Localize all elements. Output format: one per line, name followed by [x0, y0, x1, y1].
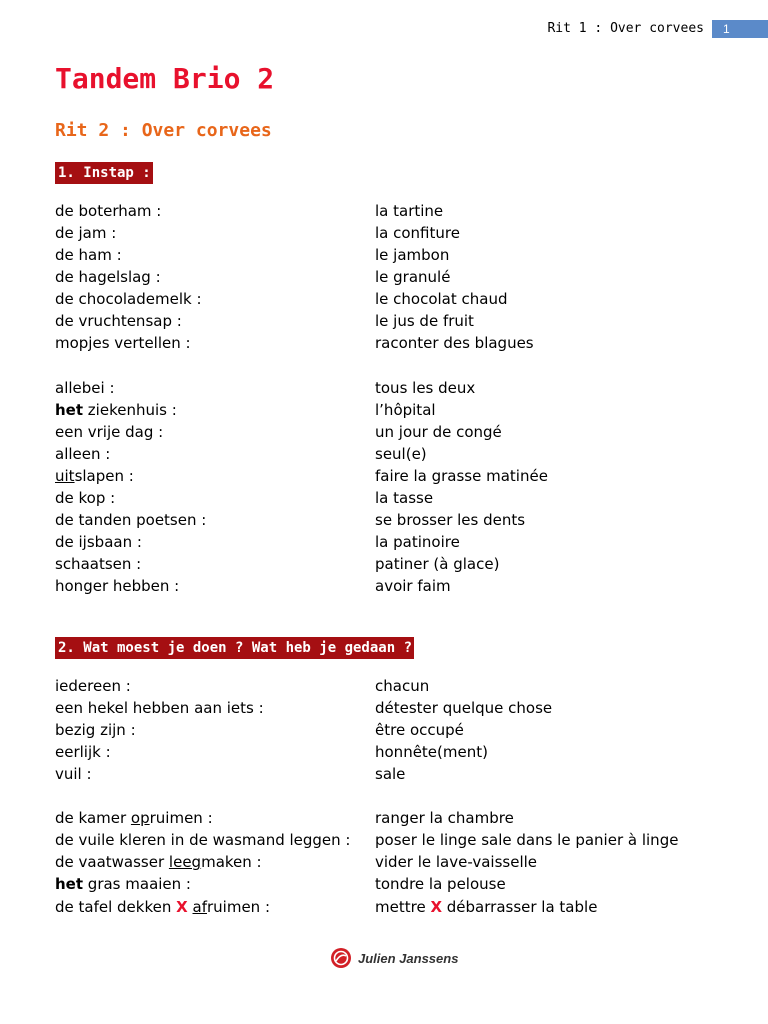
- vocab-row: [0, 487, 768, 509]
- dutch-term: [55, 399, 177, 421]
- vocab-row: [0, 807, 768, 829]
- dutch-term-rest: gras maaien :: [83, 875, 191, 893]
- vocab-row: [0, 741, 768, 763]
- dutch-term-start: de tafel dekken: [55, 898, 177, 916]
- dutch-term-rest: ruimen :: [149, 809, 213, 827]
- separable-prefix: af: [192, 898, 207, 916]
- french-translation: poser le linge sale dans le panier à linge: [375, 831, 679, 849]
- french-translation: honnête(ment): [375, 743, 488, 761]
- document-title: Tandem Brio 2: [55, 62, 275, 95]
- french-translation: détester quelque chose: [375, 699, 553, 717]
- dutch-term: honger hebben :: [55, 577, 180, 595]
- french-translation: [375, 896, 597, 918]
- dutch-term: iedereen :: [55, 677, 131, 695]
- vocab-row: [0, 421, 768, 443]
- french-translation: tous les deux: [375, 379, 476, 397]
- vocab-row: [0, 719, 768, 741]
- vocab-row: [0, 675, 768, 697]
- dutch-term: [55, 465, 134, 487]
- dutch-term: de vruchtensap :: [55, 312, 182, 330]
- dutch-term: de vuile kleren in de wasmand leggen :: [55, 831, 351, 849]
- french-translation: seul(e): [375, 445, 427, 463]
- vocab-row: [0, 553, 768, 575]
- french-translation: faire la grasse matinée: [375, 467, 548, 485]
- vocab-row: [0, 531, 768, 553]
- french-translation: le jus de fruit: [375, 312, 474, 330]
- dutch-term: de boterham :: [55, 202, 162, 220]
- separable-prefix: uit: [55, 467, 75, 485]
- french-translation: un jour de congé: [375, 423, 502, 441]
- section-heading-wat-moest-je-doen: 2. Wat moest je doen ? Wat heb je gedaan ?: [55, 637, 414, 659]
- contrast-mark: X: [430, 898, 443, 916]
- vocab-row: [0, 575, 768, 597]
- french-translation: le granulé: [375, 268, 451, 286]
- dutch-term: de ham :: [55, 246, 122, 264]
- dutch-term: de hagelslag :: [55, 268, 161, 286]
- french-translation: la tasse: [375, 489, 434, 507]
- dutch-term: allebei :: [55, 379, 115, 397]
- separable-prefix: op: [130, 809, 150, 827]
- page-number-badge: [712, 20, 768, 38]
- vocab-row: [0, 465, 768, 487]
- vocab-row: [0, 873, 768, 895]
- article-het: het: [55, 401, 84, 419]
- french-translation-rest: débarrasser la table: [442, 898, 598, 916]
- dutch-term: schaatsen :: [55, 555, 142, 573]
- french-translation: le jambon: [375, 246, 450, 264]
- french-translation: être occupé: [375, 721, 464, 739]
- author-name: Julien Janssens: [358, 950, 459, 966]
- dutch-term: een hekel hebben aan iets :: [55, 699, 264, 717]
- vocab-row: [0, 377, 768, 399]
- french-translation: la tartine: [375, 202, 444, 220]
- dutch-term-rest: ruimen :: [206, 898, 270, 916]
- dutch-term-rest: ziekenhuis :: [83, 401, 177, 419]
- french-translation: la confiture: [375, 224, 460, 242]
- vocab-row: [0, 697, 768, 719]
- dutch-term: [55, 873, 191, 895]
- french-translation: ranger la chambre: [375, 809, 514, 827]
- vocab-row: [0, 332, 768, 354]
- dutch-term: de jam :: [55, 224, 117, 242]
- dutch-term: alleen :: [55, 445, 111, 463]
- french-translation: tondre la pelouse: [375, 875, 506, 893]
- dutch-term: [55, 807, 213, 829]
- dutch-term: een vrije dag :: [55, 423, 164, 441]
- french-translation: sale: [375, 765, 406, 783]
- author-logo-icon: [330, 947, 352, 969]
- dutch-term: vuil :: [55, 765, 92, 783]
- vocab-row: [0, 763, 768, 785]
- french-translation: vider le lave-vaisselle: [375, 853, 538, 871]
- vocab-row: [0, 288, 768, 310]
- section-heading-instap: 1. Instap :: [55, 162, 153, 184]
- page-number: 1: [723, 22, 730, 36]
- dutch-term: eerlijk :: [55, 743, 111, 761]
- article-het: het: [55, 875, 84, 893]
- vocab-row: [0, 509, 768, 531]
- dutch-term: mopjes vertellen :: [55, 334, 191, 352]
- vocab-row: [0, 222, 768, 244]
- french-translation: chacun: [375, 677, 430, 695]
- vocab-row: [0, 851, 768, 873]
- dutch-term: de ijsbaan :: [55, 533, 142, 551]
- vocab-row: [0, 244, 768, 266]
- vocab-row: [0, 896, 768, 918]
- contrast-mark: X: [176, 898, 188, 916]
- vocab-row: [0, 443, 768, 465]
- french-translation: se brosser les dents: [375, 511, 526, 529]
- dutch-term: [55, 851, 262, 873]
- vocab-row: [0, 829, 768, 851]
- vocab-row: [0, 310, 768, 332]
- french-translation: patiner (à glace): [375, 555, 500, 573]
- dutch-term: bezig zijn :: [55, 721, 136, 739]
- vocab-row: [0, 200, 768, 222]
- dutch-term: de tanden poetsen :: [55, 511, 207, 529]
- dutch-term-rest: maken :: [201, 853, 262, 871]
- running-header-title: Rit 1 : Over corvees: [547, 21, 704, 36]
- dutch-term: de chocolademelk :: [55, 290, 202, 308]
- french-translation: avoir faim: [375, 577, 451, 595]
- dutch-term-rest: slapen :: [74, 467, 134, 485]
- footer: [330, 946, 458, 970]
- dutch-term-start: de kamer: [55, 809, 131, 827]
- dutch-term-start: de vaatwasser: [55, 853, 169, 871]
- french-translation: raconter des blagues: [375, 334, 534, 352]
- french-translation: la patinoire: [375, 533, 460, 551]
- french-translation: l’hôpital: [375, 401, 436, 419]
- french-translation-start: mettre: [375, 898, 431, 916]
- dutch-term: [55, 896, 270, 918]
- vocab-row: [0, 399, 768, 421]
- separable-prefix: leeg: [168, 853, 202, 871]
- dutch-term: de kop :: [55, 489, 116, 507]
- french-translation: le chocolat chaud: [375, 290, 508, 308]
- vocab-row: [0, 266, 768, 288]
- document-subtitle: Rit 2 : Over corvees: [55, 120, 272, 141]
